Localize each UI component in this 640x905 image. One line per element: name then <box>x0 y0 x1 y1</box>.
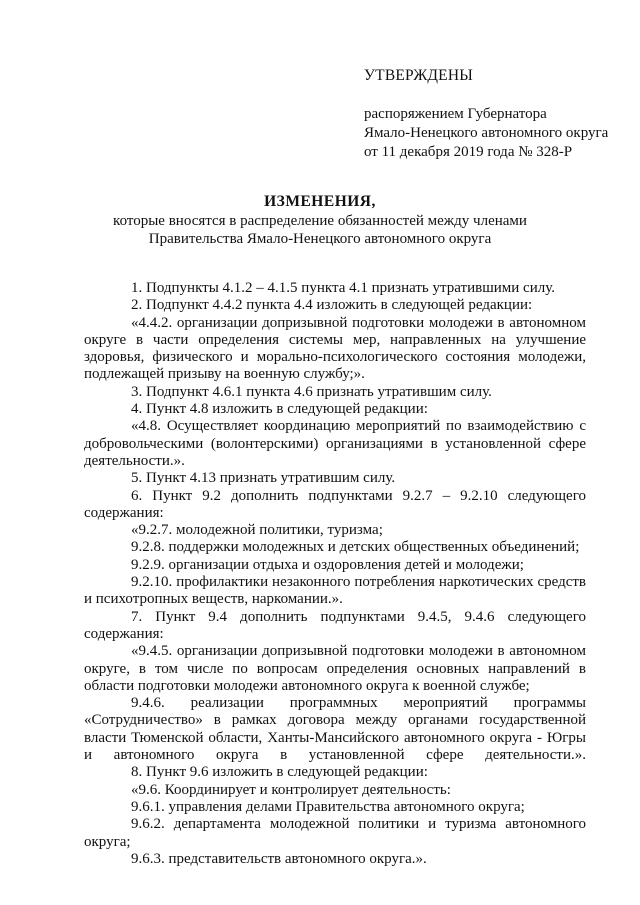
paragraph: «9.2.7. молодежной политики, туризма; <box>131 522 383 539</box>
approval-stamp-block <box>364 66 608 162</box>
paragraph: 2. Подпункт 4.4.2 пункта 4.4 изложить в следующей редакции: <box>131 297 533 314</box>
paragraph: 4. Пункт 4.8 изложить в следующей редакции: <box>131 401 428 418</box>
document-subtitle-line: которые вносятся в распределение обязанностей между членами <box>113 213 527 229</box>
paragraph: 1. Подпункты 4.1.2 – 4.1.5 пункта 4.1 признать утратившими силу. <box>131 280 555 296</box>
paragraph: 9.6.1. управления делами Правительства автономного округа; <box>131 798 525 815</box>
paragraph: 3. Подпункт 4.6.1 пункта 4.6 признать утратившим силу. <box>131 383 492 400</box>
approval-heading: УТВЕРЖДЕНЫ <box>364 67 473 84</box>
document-body <box>84 280 586 868</box>
paragraph: «9.6. Координирует и контролирует деятельность: <box>131 781 451 798</box>
approval-line: распоряжением Губернатора <box>364 106 547 122</box>
paragraph: 9.2.8. поддержки молодежных и детских общественных объединений; <box>131 539 580 556</box>
document-subtitle-line: Правительства Ямало-Ненецкого автономного округа <box>148 231 492 247</box>
paragraph: «4.4.2. организации допризывной подготовки молодежи в автономном округе в части определения системы мер, направленных на улучшение здоровья, физического и морально-психологического состояния молодежи, подлежащей призыву на военную службу;». <box>84 314 586 383</box>
paragraph: 7. Пункт 9.4 дополнить подпунктами 9.4.5, 9.4.6 следующего содержания: <box>84 608 586 642</box>
paragraph: 6. Пункт 9.2 дополнить подпунктами 9.2.7 – 9.2.10 следующего содержания: <box>84 487 586 521</box>
paragraph: 9.4.6. реализации программных мероприятий программы «Сотрудничество» в рамках договора между органами государственной власти Тюменской области, Ханты-Мансийского автономного округа - Югры и автономного округа в установленной сфере деятельности.». <box>84 695 586 764</box>
paragraph: 9.6.2. департамента молодежной политики и туризма автономного округа; <box>84 816 586 850</box>
paragraph: 9.2.10. профилактики незаконного потребления наркотических средств и психотропных веществ, наркомании.». <box>84 574 586 608</box>
document-title-block <box>0 192 640 248</box>
approval-line: Ямало-Ненецкого автономного округа <box>364 125 609 141</box>
paragraph: «4.8. Осуществляет координацию мероприятий по взаимодействию с добровольческими (волонтерскими) организациями в установленной сфере деятельности.». <box>84 418 586 469</box>
paragraph: 9.6.3. представительств автономного округа.». <box>131 850 427 867</box>
document-title: ИЗМЕНЕНИЯ, <box>264 193 376 210</box>
paragraph: 5. Пункт 4.13 признать утратившим силу. <box>131 470 396 487</box>
paragraph: «9.4.5. организации допризывной подготовки молодежи в автономном округе, в том числе по вопросам определения основных направлений в области подготовки молодежи автономного округа к военной службе; <box>84 643 586 694</box>
paragraph: 9.2.9. организации отдыха и оздоровления детей и молодежи; <box>131 556 524 573</box>
approval-line: от 11 декабря 2019 года № 328-Р <box>364 144 573 160</box>
paragraph: 8. Пункт 9.6 изложить в следующей редакции: <box>131 764 428 781</box>
